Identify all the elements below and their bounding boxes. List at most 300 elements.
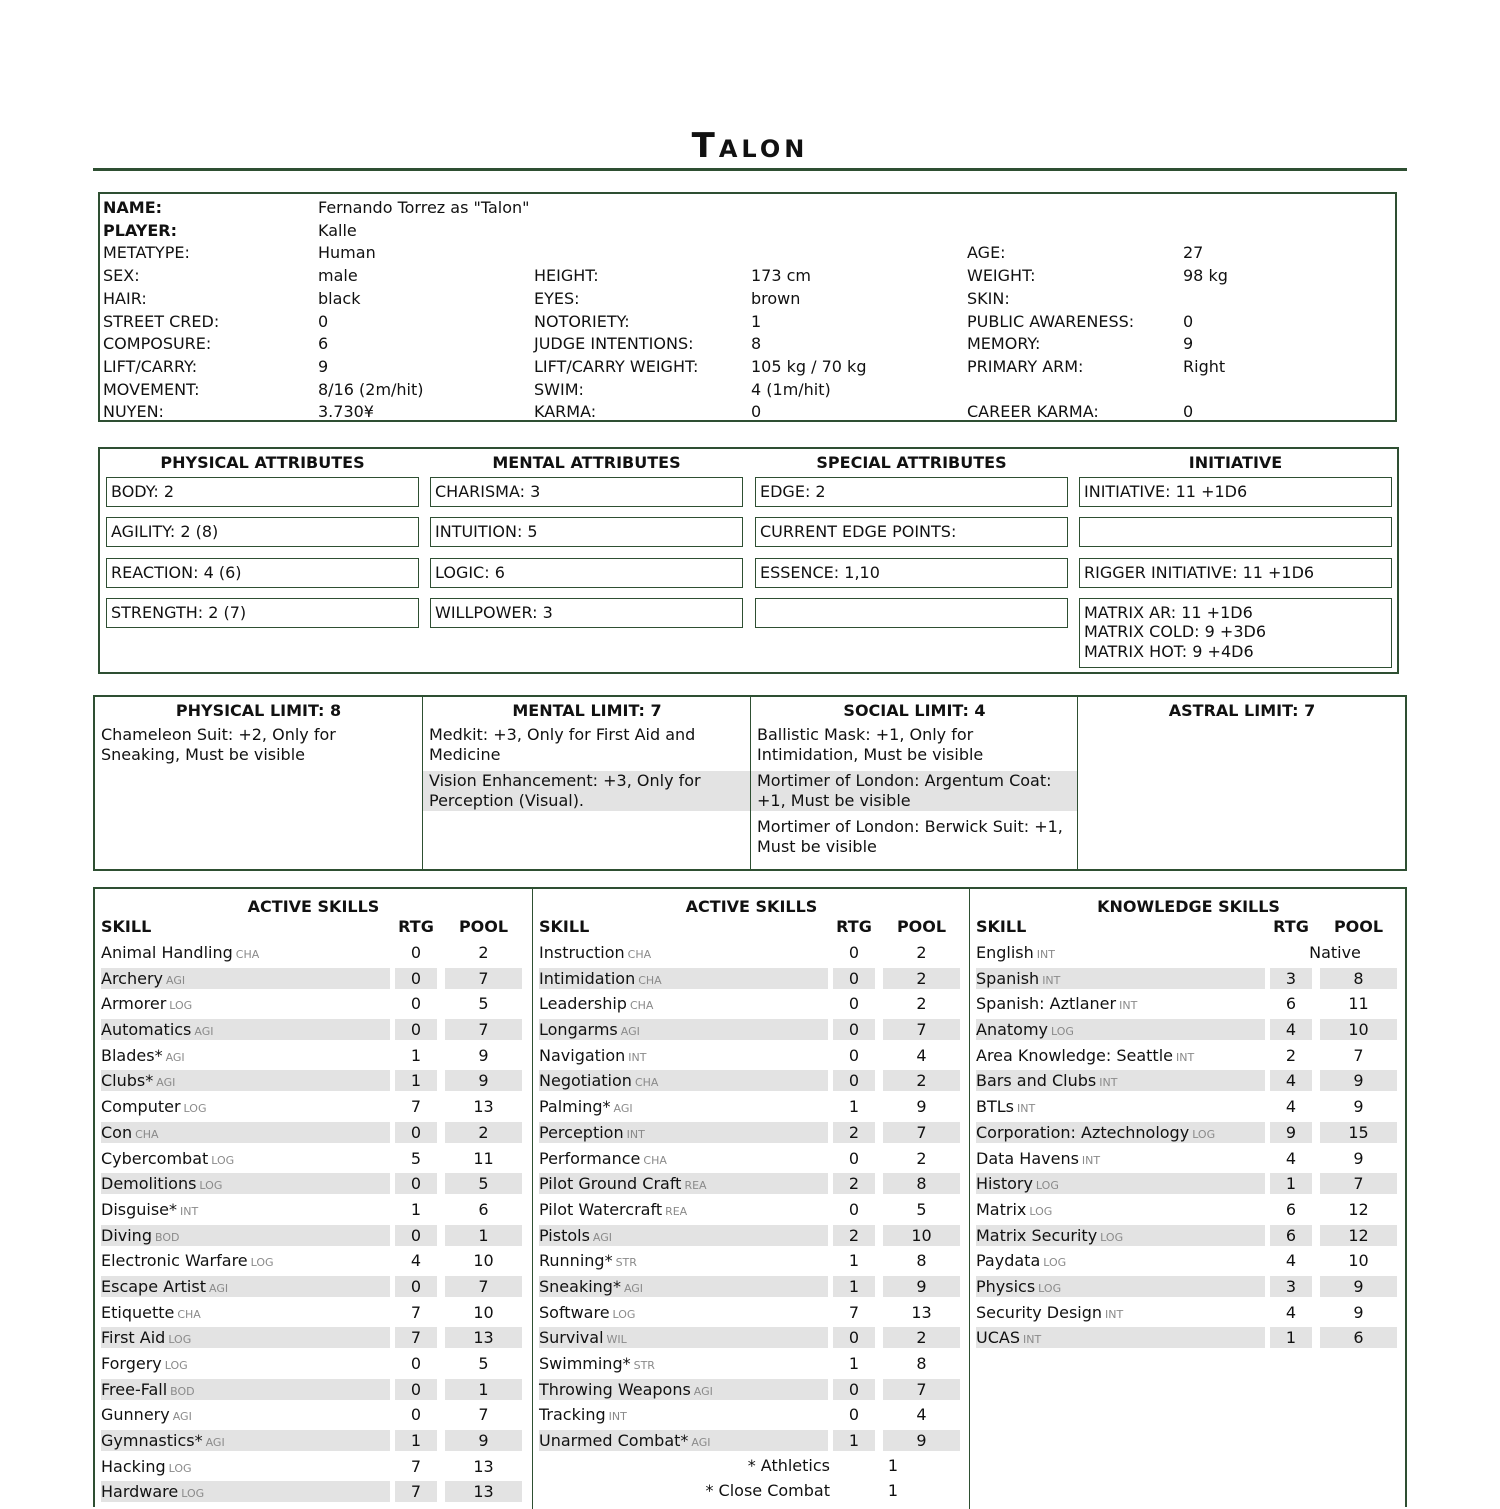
skill-row (95, 1324, 532, 1350)
skill-name (101, 1070, 390, 1091)
skill-pool: 7 (1353, 1045, 1364, 1065)
attribute-field: LOGIC: 6 (430, 558, 743, 588)
skill-name (101, 1148, 390, 1169)
skill-pool: 9 (1320, 1276, 1397, 1297)
field-value: 9 (1183, 334, 1194, 354)
field-value: 3.730¥ (318, 402, 374, 422)
skill-rating: 1 (1270, 1327, 1312, 1348)
skill-rating: 6 (1285, 1199, 1297, 1219)
linked-attribute: LOG (1100, 1230, 1124, 1244)
skill-pool: 7 (478, 1405, 489, 1425)
skill-row (95, 1427, 532, 1453)
skill-name-text: Escape Artist (101, 1276, 206, 1296)
skill-rating: 0 (395, 1379, 437, 1400)
skill-row (533, 1222, 970, 1248)
linked-attribute: INT (608, 1410, 627, 1424)
skill-rating: 5 (410, 1148, 422, 1168)
field-label: NOTORIETY: (534, 311, 630, 331)
skill-group-name: * Close Combat (705, 1481, 830, 1501)
field-value: 27 (1183, 243, 1204, 263)
skill-rating: 0 (395, 1122, 437, 1143)
limit-heading: ASTRAL LIMIT: 7 (1168, 701, 1316, 720)
skill-rating: 3 (1270, 968, 1312, 989)
linked-attribute: LOG (164, 1359, 188, 1372)
linked-attribute: INT (628, 1050, 647, 1064)
skill-pool: 7 (883, 1379, 960, 1400)
field-label: KARMA: (534, 402, 597, 422)
skill-pool: 8 (916, 1251, 927, 1271)
skill-row (533, 1067, 970, 1093)
skill-row (533, 990, 970, 1016)
skill-name-text: Etiquette (101, 1302, 175, 1322)
skill-row (95, 1119, 532, 1145)
linked-attribute: AGI (613, 1102, 633, 1116)
skill-name (101, 1404, 390, 1425)
linked-attribute: AGI (623, 1281, 644, 1295)
skill-rating: 0 (833, 1019, 875, 1040)
skill-pool: 8 (883, 1173, 960, 1194)
skill-row (970, 1093, 1407, 1119)
skill-rating: 4 (1270, 1070, 1312, 1091)
skill-rating: 0 (410, 943, 422, 962)
skill-pool: 2 (916, 943, 927, 962)
skill-name (101, 1045, 390, 1066)
limit-modifier: Mortimer of London: Berwick Suit: +1, Must be visible (757, 817, 1063, 856)
skill-row (533, 1145, 970, 1171)
linked-attribute: AGI (172, 1410, 192, 1424)
skill-name (101, 1199, 390, 1220)
skill-name (539, 1327, 828, 1348)
skill-name (539, 993, 828, 1014)
skill-name-text: Free-Fall (101, 1379, 168, 1399)
attribute-field: AGILITY: 2 (8) (106, 517, 419, 547)
skill-rating: 1 (410, 1045, 422, 1065)
skill-pool: 6 (478, 1199, 489, 1219)
field-value: 4 (1m/hit) (751, 379, 831, 399)
skill-name-text: Automatics (101, 1020, 192, 1040)
linked-attribute: INT (1099, 1076, 1118, 1090)
limit-heading: MENTAL LIMIT: 7 (512, 701, 662, 720)
skill-pool: 2 (883, 1327, 960, 1348)
attribute-line: MATRIX HOT: 9 +4D6 (1084, 641, 1254, 661)
skill-pool: 12 (1348, 1199, 1369, 1219)
skill-row (95, 990, 532, 1016)
skill-pool: 2 (883, 968, 960, 989)
skill-name-text: Forgery (101, 1354, 162, 1373)
field-value: black (318, 288, 361, 308)
skills-header-row (970, 915, 1407, 939)
field-label: NAME: (103, 198, 163, 217)
skill-row (533, 1119, 970, 1145)
skill-rating: 4 (1285, 1251, 1297, 1271)
skill-rating: 6 (1285, 994, 1297, 1014)
skill-name-text: Animal Handling (101, 943, 233, 962)
skill-name (976, 1096, 1265, 1117)
skill-name (101, 1302, 390, 1323)
skill-pool: 2 (478, 943, 489, 962)
skill-name-text: Diving (101, 1225, 152, 1245)
attribute-field: STRENGTH: 2 (7) (106, 598, 419, 628)
skill-pool: 9 (883, 1276, 960, 1297)
linked-attribute: AGI (208, 1281, 229, 1295)
attribute-field: CURRENT EDGE POINTS: (755, 517, 1068, 547)
linked-attribute: STR (615, 1256, 637, 1270)
skill-name-text: Data Havens (976, 1148, 1079, 1168)
rating-header-label: RTG (398, 917, 434, 936)
skill-name (976, 1122, 1265, 1143)
skill-name (101, 1122, 390, 1143)
skill-name (539, 1276, 828, 1297)
skill-name-text: Blades* (101, 1045, 163, 1065)
skill-rating: 1 (395, 1070, 437, 1091)
linked-attribute: CHA (627, 948, 652, 961)
pool-header-label: POOL (896, 917, 947, 936)
skill-name-text: Clubs* (101, 1071, 154, 1091)
skill-pool: 10 (1348, 1251, 1369, 1271)
skill-name (539, 1199, 828, 1220)
skill-name-text: BTLs (976, 1097, 1014, 1117)
attribute-field (755, 598, 1068, 628)
linked-attribute: AGI (166, 973, 186, 987)
attribute-field: CHARISMA: 3 (430, 477, 743, 507)
skill-name-text: Disguise* (101, 1199, 178, 1219)
linked-attribute: LOG (183, 1102, 207, 1116)
skill-rating: 4 (1270, 1019, 1312, 1040)
field-value: 0 (751, 402, 762, 422)
skill-name (101, 1456, 390, 1477)
native-language: Native (1309, 943, 1361, 962)
skill-pool: 9 (1353, 1148, 1364, 1168)
skill-rating: 0 (410, 1354, 422, 1373)
field-value: Kalle (318, 220, 357, 240)
field-value: Fernando Torrez as "Talon" (318, 198, 530, 217)
skill-name-text: Gunnery (101, 1405, 170, 1425)
skill-row (95, 1453, 532, 1479)
skill-name-text: Unarmed Combat* (539, 1431, 689, 1451)
field-label: EYES: (534, 288, 580, 308)
skill-rating: 0 (848, 1148, 860, 1168)
linked-attribute: LOG (250, 1256, 274, 1270)
skill-pool: 9 (478, 1045, 489, 1065)
attribute-line: MATRIX COLD: 9 +3D6 (1084, 622, 1266, 642)
skill-row (533, 1299, 970, 1325)
skill-pool: 2 (445, 1122, 522, 1143)
skill-pool: 6 (1320, 1327, 1397, 1348)
skill-pool: 10 (473, 1302, 494, 1322)
skill-row (95, 1016, 532, 1042)
skill-rating: 4 (410, 1251, 422, 1271)
skill-name (101, 942, 390, 963)
skill-rating: 1 (395, 1430, 437, 1451)
skill-name-text: Con (101, 1122, 133, 1142)
field-value: brown (751, 288, 801, 308)
field-label: NUYEN: (103, 402, 164, 422)
skill-pool: 10 (473, 1251, 494, 1271)
skill-name-text: Running* (539, 1251, 613, 1271)
field-label: WEIGHT: (967, 266, 1036, 286)
skill-row (533, 1401, 970, 1427)
field-value: 6 (318, 334, 329, 354)
linked-attribute: CHA (638, 973, 662, 987)
skill-name (539, 1353, 828, 1374)
skill-name (976, 968, 1265, 989)
field-value: Right (1183, 356, 1226, 376)
skill-name-text: Hacking (101, 1456, 166, 1476)
linked-attribute: AGI (691, 1436, 711, 1450)
limit-modifier: Ballistic Mask: +1, Only for Intimidation, Must be visible (757, 725, 984, 764)
field-value: 0 (1183, 402, 1194, 422)
skill-row (970, 1273, 1407, 1299)
skill-name (101, 993, 390, 1014)
linked-attribute: LOG (199, 1179, 223, 1193)
skill-name (976, 1070, 1265, 1091)
skill-name-text: Area Knowledge: Seattle (976, 1045, 1173, 1065)
skill-rating: 1 (1270, 1173, 1312, 1194)
skill-name (976, 1019, 1265, 1040)
linked-attribute: LOG (168, 1333, 192, 1347)
skill-pool: 5 (478, 1354, 489, 1373)
field-value: 8/16 (2m/hit) (318, 379, 424, 399)
linked-attribute: INT (1175, 1050, 1195, 1064)
linked-attribute: LOG (168, 1461, 192, 1475)
skill-row (95, 1222, 532, 1248)
skill-pool: 9 (916, 1097, 927, 1117)
skill-pool: 2 (916, 1148, 927, 1168)
skill-rating: 2 (1285, 1045, 1297, 1065)
skill-name-text: Pilot Watercraft (539, 1199, 663, 1219)
title-rule (93, 168, 1407, 171)
skill-pool: 9 (1320, 1070, 1397, 1091)
skill-name-text: Pistols (539, 1225, 590, 1245)
skill-rating: 0 (848, 994, 860, 1014)
skill-pool: 7 (445, 1276, 522, 1297)
skill-rating: 0 (848, 1045, 860, 1065)
attribute-field: INITIATIVE: 11 +1D6 (1079, 477, 1392, 507)
field-label: PLAYER: (103, 220, 178, 240)
skill-row (533, 1427, 970, 1453)
skill-rating: 6 (1270, 1225, 1312, 1246)
field-label: SKIN: (967, 288, 1010, 308)
rating-header-label: RTG (836, 917, 872, 936)
attribute-group-heading: PHYSICAL ATTRIBUTES (160, 453, 365, 472)
skill-name (976, 1276, 1265, 1297)
skill-name-text: Matrix Security (976, 1225, 1098, 1245)
attribute-group-heading: INITIATIVE (1188, 453, 1283, 472)
field-label: AGE: (967, 243, 1006, 263)
skill-row (95, 1042, 532, 1068)
skill-row (970, 1170, 1407, 1196)
skill-pool: 15 (1320, 1122, 1397, 1143)
skill-name (539, 1019, 828, 1040)
skill-rating: 7 (848, 1302, 860, 1322)
skill-pool: 1 (445, 1379, 522, 1400)
field-label: MEMORY: (967, 334, 1041, 354)
attribute-field: ESSENCE: 1,10 (755, 558, 1068, 588)
skill-rating: 1 (848, 1251, 860, 1271)
skill-rating: 1 (848, 1097, 860, 1117)
skill-rating: 0 (848, 1405, 860, 1425)
field-value: male (318, 266, 358, 286)
skill-row (970, 1299, 1407, 1325)
skill-row (970, 990, 1407, 1016)
field-label: STREET CRED: (103, 311, 220, 331)
skill-row (533, 1016, 970, 1042)
linked-attribute: REA (684, 1179, 707, 1193)
linked-attribute: INT (1022, 1333, 1042, 1347)
attribute-field (1079, 517, 1392, 547)
skill-row (533, 939, 970, 965)
linked-attribute: AGI (205, 1436, 225, 1450)
skill-name-text: Matrix (976, 1199, 1027, 1219)
skill-rating: 3 (1270, 1276, 1312, 1297)
limit-column (1077, 697, 1406, 869)
skill-pool: 10 (883, 1225, 960, 1246)
linked-attribute: LOG (612, 1307, 636, 1321)
linked-attribute: BOD (170, 1384, 195, 1398)
skill-name-text: Navigation (539, 1045, 626, 1065)
skill-pool: 4 (916, 1045, 927, 1065)
field-value: 173 cm (751, 266, 812, 286)
skill-pool: 10 (1320, 1019, 1397, 1040)
attribute-field: BODY: 2 (106, 477, 419, 507)
skill-pool: 5 (445, 1173, 522, 1194)
skill-group-rating: 1 (887, 1455, 899, 1475)
skill-name (539, 1173, 828, 1194)
skill-pool: 8 (1320, 968, 1397, 989)
skill-pool: 11 (473, 1148, 494, 1168)
skill-row (970, 1196, 1407, 1222)
skill-name-text: Longarms (539, 1020, 618, 1040)
skill-name (101, 1096, 390, 1117)
skills-column-title: KNOWLEDGE SKILLS (1097, 897, 1280, 916)
skill-row (95, 1067, 532, 1093)
limit-modifier: Chameleon Suit: +2, Only for Sneaking, Must be visible (101, 725, 336, 764)
attribute-field: INTUITION: 5 (430, 517, 743, 547)
skill-rating: 0 (410, 994, 422, 1014)
skill-row (533, 1042, 970, 1068)
skill-name-text: First Aid (101, 1328, 166, 1348)
linked-attribute: AGI (620, 1025, 640, 1039)
skill-rating: 7 (395, 1481, 437, 1502)
skill-pool: 9 (1353, 1097, 1364, 1117)
linked-attribute: CHA (235, 948, 260, 961)
skill-pool: 13 (445, 1481, 522, 1502)
skill-rating: 2 (833, 1173, 875, 1194)
skill-rating: 0 (833, 1070, 875, 1091)
skill-name (101, 1250, 390, 1271)
skill-header-label: SKILL (101, 917, 152, 936)
skill-name-text: Survival (539, 1328, 604, 1348)
field-label: SEX: (103, 266, 140, 286)
skill-name (976, 942, 1265, 963)
skill-name-text: Negotiation (539, 1071, 632, 1091)
skills-column (532, 889, 970, 1509)
skill-rating: 1 (833, 1276, 875, 1297)
linked-attribute: REA (665, 1204, 688, 1218)
skill-name (976, 993, 1265, 1014)
skill-pool: 9 (883, 1430, 960, 1451)
limits-box (93, 695, 1407, 871)
skill-name-text: Perception (539, 1122, 624, 1142)
field-value: Human (318, 243, 376, 263)
linked-attribute: STR (633, 1359, 655, 1372)
skill-name-text: Physics (976, 1276, 1036, 1296)
skill-row (970, 1119, 1407, 1145)
skill-pool: 8 (916, 1354, 927, 1373)
skill-name (539, 1379, 828, 1400)
skill-rating: 1 (833, 1430, 875, 1451)
skill-name-text: Computer (101, 1097, 181, 1117)
skill-row (970, 1145, 1407, 1171)
linked-attribute: AGI (592, 1230, 613, 1244)
skill-pool: 4 (916, 1405, 927, 1425)
skill-name (539, 1045, 828, 1066)
field-label: HAIR: (103, 288, 147, 308)
skill-name (539, 968, 828, 989)
linked-attribute: INT (1081, 1153, 1101, 1167)
skill-row (533, 1273, 970, 1299)
skill-rating: 9 (1270, 1122, 1312, 1143)
field-label: MOVEMENT: (103, 379, 200, 399)
skill-row (95, 1401, 532, 1427)
skill-row (970, 1324, 1407, 1350)
skill-pool: 13 (473, 1456, 494, 1476)
skill-name (539, 1148, 828, 1169)
skill-rating: 7 (410, 1302, 422, 1322)
skill-pool: 7 (883, 1019, 960, 1040)
field-value: 9 (318, 356, 329, 376)
skill-pool: 5 (478, 994, 489, 1014)
skill-name (101, 1173, 390, 1194)
skill-group-rating: 1 (887, 1481, 899, 1501)
skill-name-text: Cybercombat (101, 1148, 209, 1168)
linked-attribute: LOG (169, 999, 193, 1013)
skill-name (976, 1045, 1265, 1066)
skill-header-label: SKILL (976, 917, 1027, 936)
skill-row (95, 1299, 532, 1325)
skill-name-text: English (976, 943, 1034, 962)
skill-pool: 7 (445, 968, 522, 989)
linked-attribute: AGI (165, 1050, 185, 1064)
skill-pool: 7 (445, 1019, 522, 1040)
skill-pool: 13 (445, 1327, 522, 1348)
skills-box (93, 887, 1407, 1507)
linked-attribute: LOG (1035, 1179, 1059, 1193)
skill-name (539, 1070, 828, 1091)
field-value: 1 (751, 311, 762, 331)
skill-rating: 4 (1285, 1097, 1297, 1117)
skill-pool: 2 (883, 1070, 960, 1091)
skill-pool: 2 (916, 994, 927, 1014)
skill-row (533, 1324, 970, 1350)
linked-attribute: INT (1119, 999, 1138, 1013)
linked-attribute: AGI (693, 1384, 713, 1398)
limit-column (95, 697, 422, 869)
limit-modifier: Mortimer of London: Argentum Coat: +1, Must be visible (751, 771, 1078, 811)
skill-rating: 0 (395, 968, 437, 989)
skill-name (101, 1327, 390, 1348)
skill-name (976, 1302, 1265, 1323)
skill-rating: 2 (833, 1225, 875, 1246)
skill-name (101, 1353, 390, 1374)
skill-name-text: Gymnastics* (101, 1431, 203, 1451)
skill-pool: 5 (916, 1199, 927, 1219)
skill-name-text: Archery (101, 968, 163, 988)
skill-name (976, 1199, 1265, 1220)
skill-name (101, 1430, 390, 1451)
attribute-field (1079, 598, 1392, 668)
skill-name-text: Instruction (539, 943, 625, 962)
